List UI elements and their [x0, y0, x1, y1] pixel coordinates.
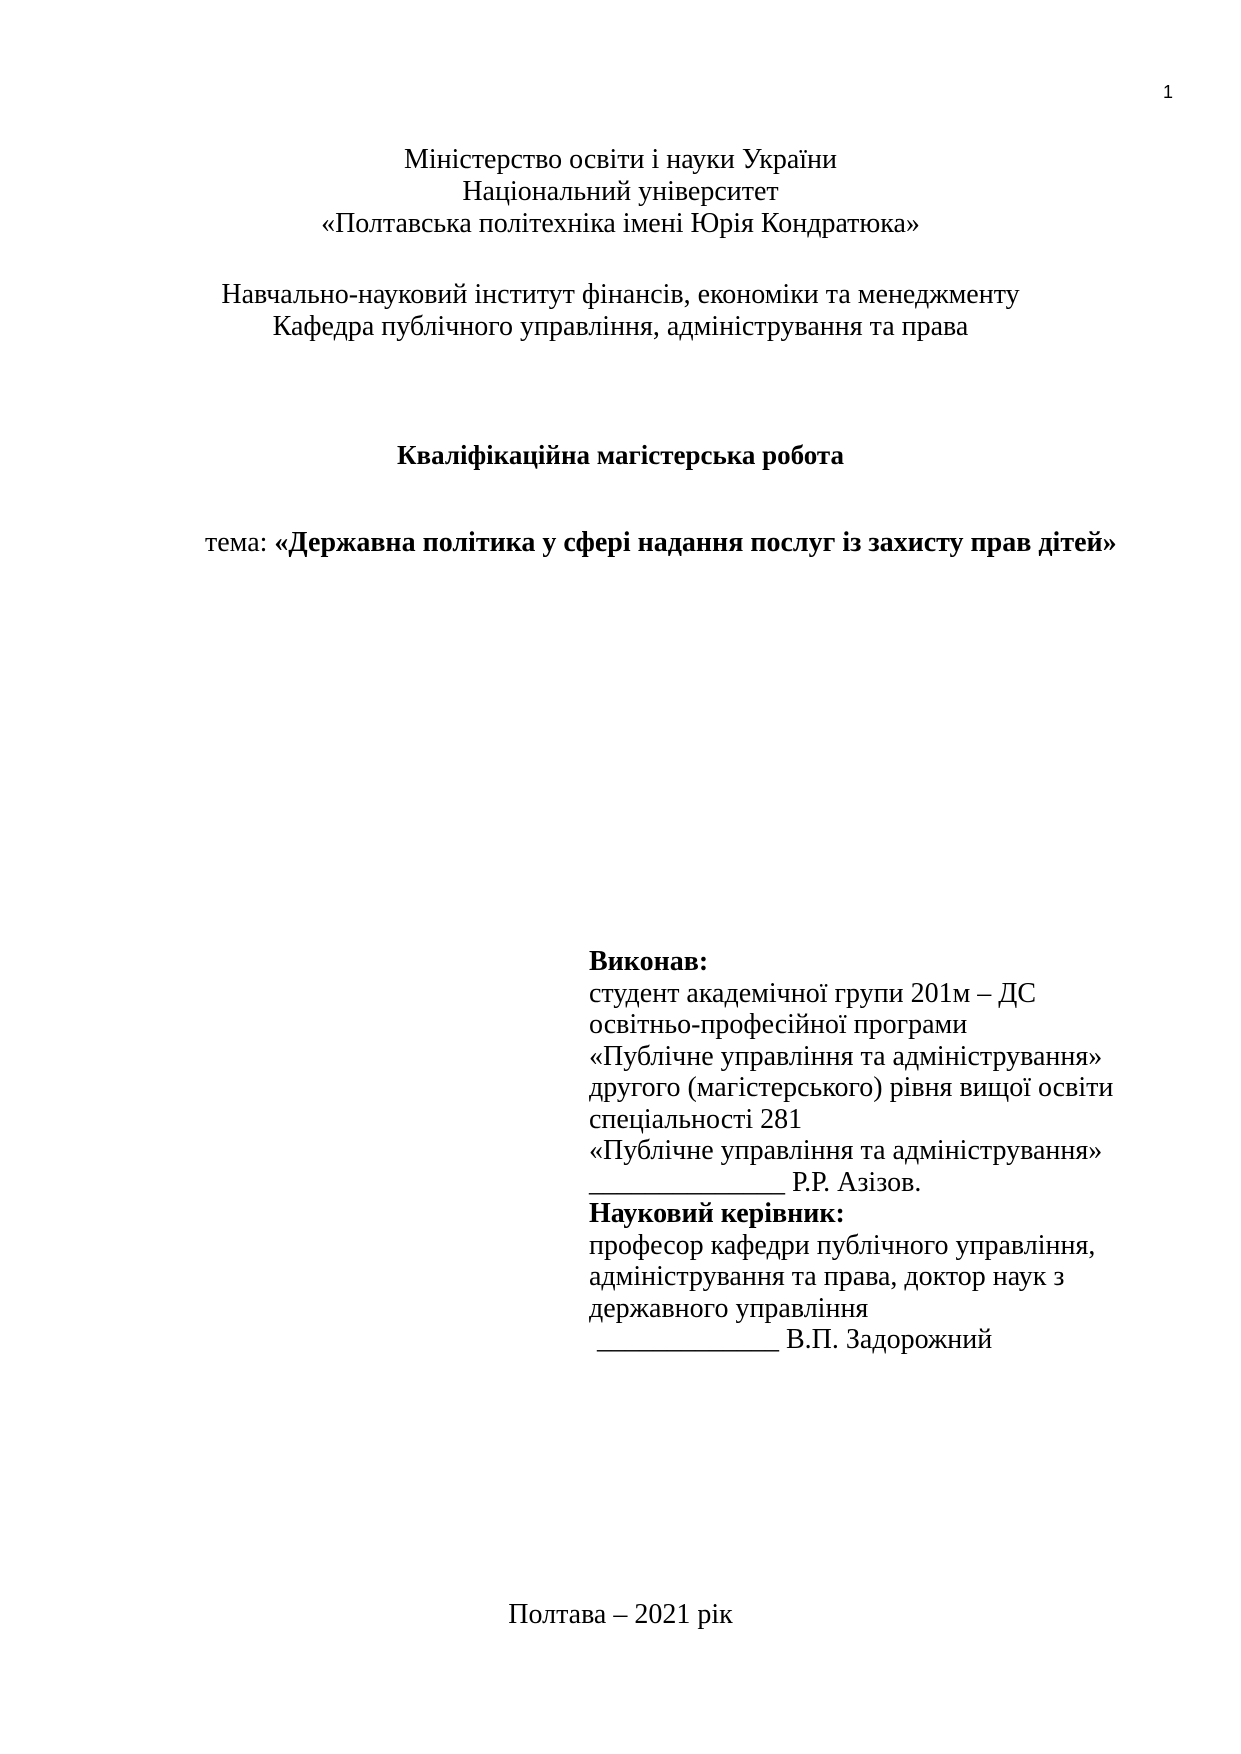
institution-header: [0, 144, 1241, 240]
performer-line: освітньо-професійної програми: [589, 1009, 968, 1040]
supervisor-line: професор кафедри публічного управління,: [589, 1229, 1096, 1261]
supervisor-signature: _____________ В.П. Задорожний: [597, 1324, 993, 1355]
performer-signature: ______________ Р.Р. Азізов.: [589, 1166, 922, 1198]
university-name-line: «Полтавська політехніка імені Юрія Кондратюка»: [321, 208, 920, 239]
institute-line: Навчально-науковий інститут фінансів, економіки та менеджменту: [221, 279, 1020, 310]
supervisor-heading: Науковий керівник:: [589, 1198, 845, 1229]
performer-line: «Публічне управління та адміністрування»: [589, 1135, 1103, 1166]
performer-line: другого (магістерського) рівня вищої освіти: [589, 1072, 1114, 1103]
topic-prefix: тема:: [205, 527, 275, 558]
supervisor-line: державного управління: [589, 1292, 869, 1324]
performer-heading: Виконав:: [589, 946, 709, 977]
footer-city-year: Полтава – 2021 рік: [508, 1599, 733, 1630]
signature-block: [589, 946, 1209, 1356]
performer-line: спеціальності 281: [589, 1103, 803, 1135]
performer-line: студент академічної групи 201м – ДС: [589, 977, 1037, 1009]
ministry-line: Міністерство освіти і науки України: [403, 144, 838, 175]
university-line: Національний університет: [462, 176, 779, 207]
chair-line: Кафедра публічного управління, адміністрування та права: [272, 311, 969, 342]
supervisor-line: адміністрування та права, доктор наук з: [589, 1261, 1065, 1292]
topic-line: [205, 527, 1117, 559]
topic-title: «Державна політика у сфері надання послуг із захисту прав дітей»: [274, 527, 1117, 558]
work-type-title: Кваліфікаційна магістерська робота: [396, 440, 845, 470]
performer-line: «Публічне управління та адміністрування»: [589, 1040, 1103, 1072]
page-number: 1: [1163, 82, 1174, 102]
department-header: [0, 279, 1241, 343]
